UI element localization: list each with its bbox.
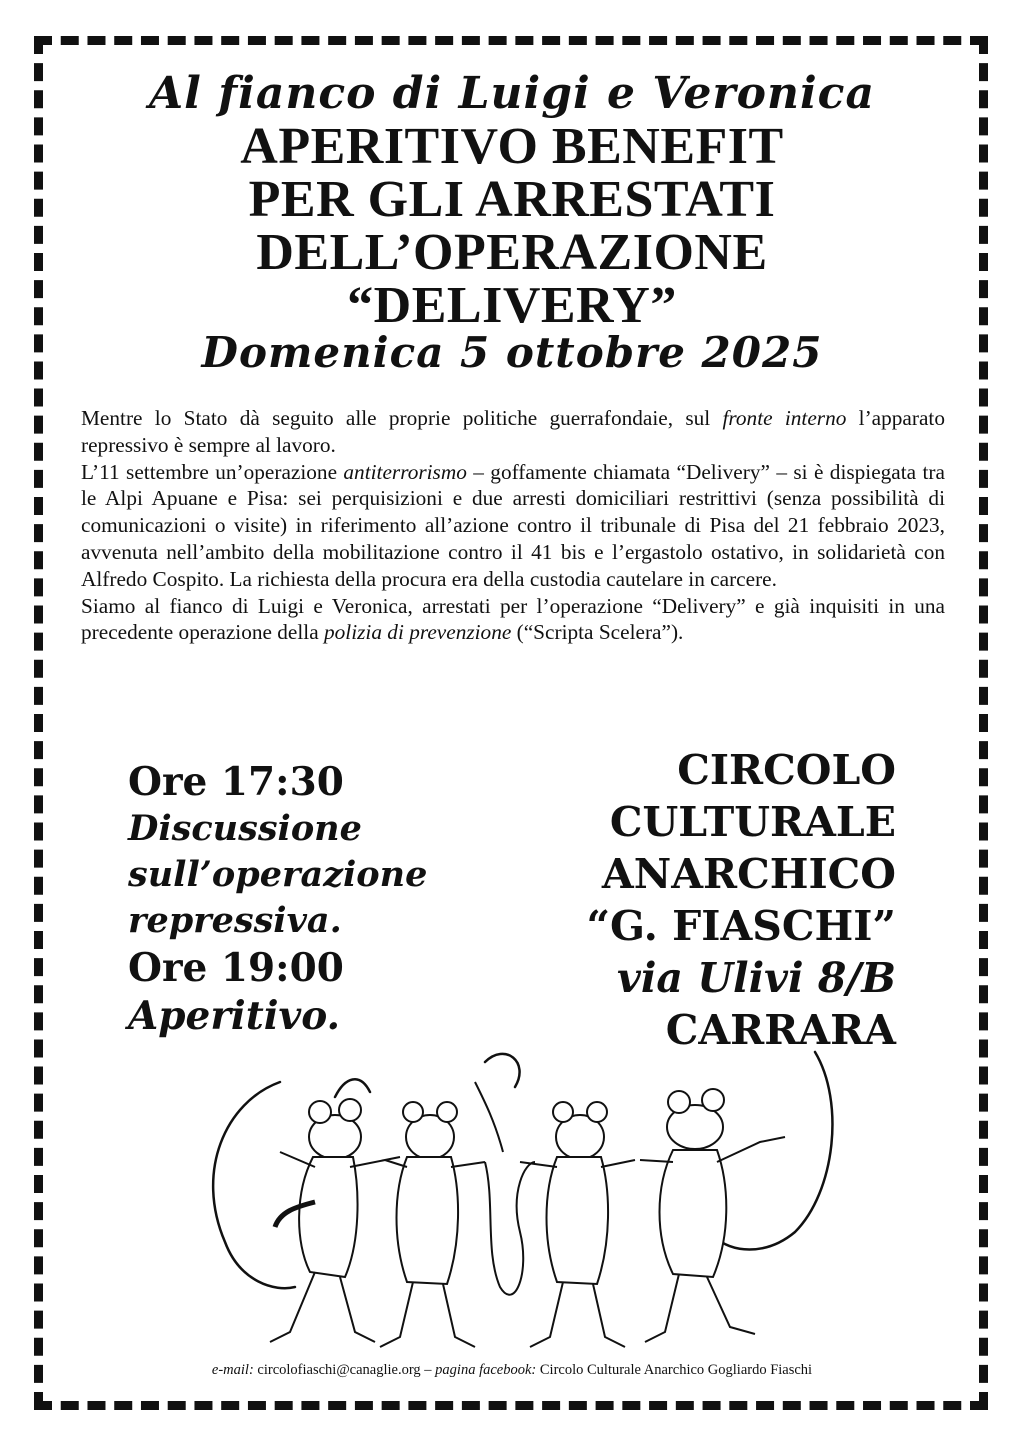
time-1: Ore 17:30: [128, 759, 344, 805]
rat-figure: [270, 1099, 400, 1342]
event-1-line: [128, 898, 427, 944]
text: Discussione: [128, 808, 362, 849]
body-text: [81, 405, 945, 646]
venue-name-line: “G. FIASCHI”: [586, 902, 896, 950]
text: repressiva.: [128, 900, 342, 941]
text: (“Scripta Scelera”).: [511, 620, 684, 645]
venue-address: via Ulivi 8/B: [617, 954, 896, 1002]
text: Aperitivo.: [128, 993, 341, 1039]
venue-name-line: CIRCOLO: [677, 746, 896, 794]
headline-line: PER GLI ARRESTATI: [248, 171, 776, 228]
facebook-page: Circolo Culturale Anarchico Gogliardo Fiaschi: [536, 1362, 813, 1378]
event-1-line: [128, 806, 427, 852]
event-1-line: [128, 852, 427, 898]
dancing-rats-illustration: [185, 1042, 875, 1367]
time-2: Ore 19:00: [128, 945, 344, 991]
event-2: [128, 992, 427, 1040]
headline-line: APERITIVO BENEFIT: [240, 118, 784, 175]
event-date: Domenica 5 ottobre 2025: [201, 328, 823, 377]
paragraph: [81, 593, 945, 647]
rat-figure: [520, 1102, 635, 1347]
rat-figure: [380, 1102, 485, 1347]
headline: [60, 120, 964, 332]
facebook-label: pagina facebook:: [435, 1362, 537, 1378]
text: sull’operazione: [128, 854, 428, 895]
headline-line: DELL’OPERAZIONE: [256, 224, 768, 281]
text: L’11 settembre un’operazione: [81, 459, 344, 484]
text: – goffamente chiamata “Delivery” – si è dispiegata tra le Alpi Apuane e Pisa: sei perquisizioni e due arresti domiciliari restrittivi (senza possibilità di comunicazioni o visite) in riferimento all’azione contro il tribunale di Pisa del 21 febbraio 2023, avvenuta nell’ambito della mobilitazione contro il 41 bis e l’ergastolo ostativo, in solidarietà con Alfredo Cospito. La richiesta della procura era della custodia cautelare in carcere.: [81, 459, 945, 591]
paragraph: [81, 459, 945, 593]
emphasis: polizia di prevenzione: [324, 620, 512, 645]
headline-line: “DELIVERY”: [347, 277, 677, 334]
emphasis: antiterrorismo: [343, 459, 467, 484]
footer: [40, 1362, 984, 1379]
email-label: e-mail:: [211, 1362, 254, 1378]
venue-city: CARRARA: [665, 1006, 896, 1054]
rat-figure: [640, 1089, 785, 1342]
emphasis: fronte interno: [722, 406, 847, 430]
venue: [470, 744, 896, 1056]
text: l’apparato repressivo è sempre al lavoro.: [81, 406, 945, 457]
venue-name-line: CULTURALE: [609, 798, 896, 846]
text: Mentre lo Stato dà seguito alle proprie politiche guerrafondaie, sul: [81, 406, 723, 430]
schedule: [128, 758, 427, 1040]
text: Siamo al fianco di Luigi e Veronica, arrestati per l’operazione “Delivery” e già inquisiti in una precedente operazione della: [81, 593, 945, 645]
venue-name-line: ANARCHICO: [601, 850, 896, 898]
paragraph: [81, 405, 945, 459]
subtitle: Al fianco di Luigi e Veronica: [149, 68, 875, 119]
email: circolofiaschi@canaglie.org –: [253, 1362, 436, 1378]
